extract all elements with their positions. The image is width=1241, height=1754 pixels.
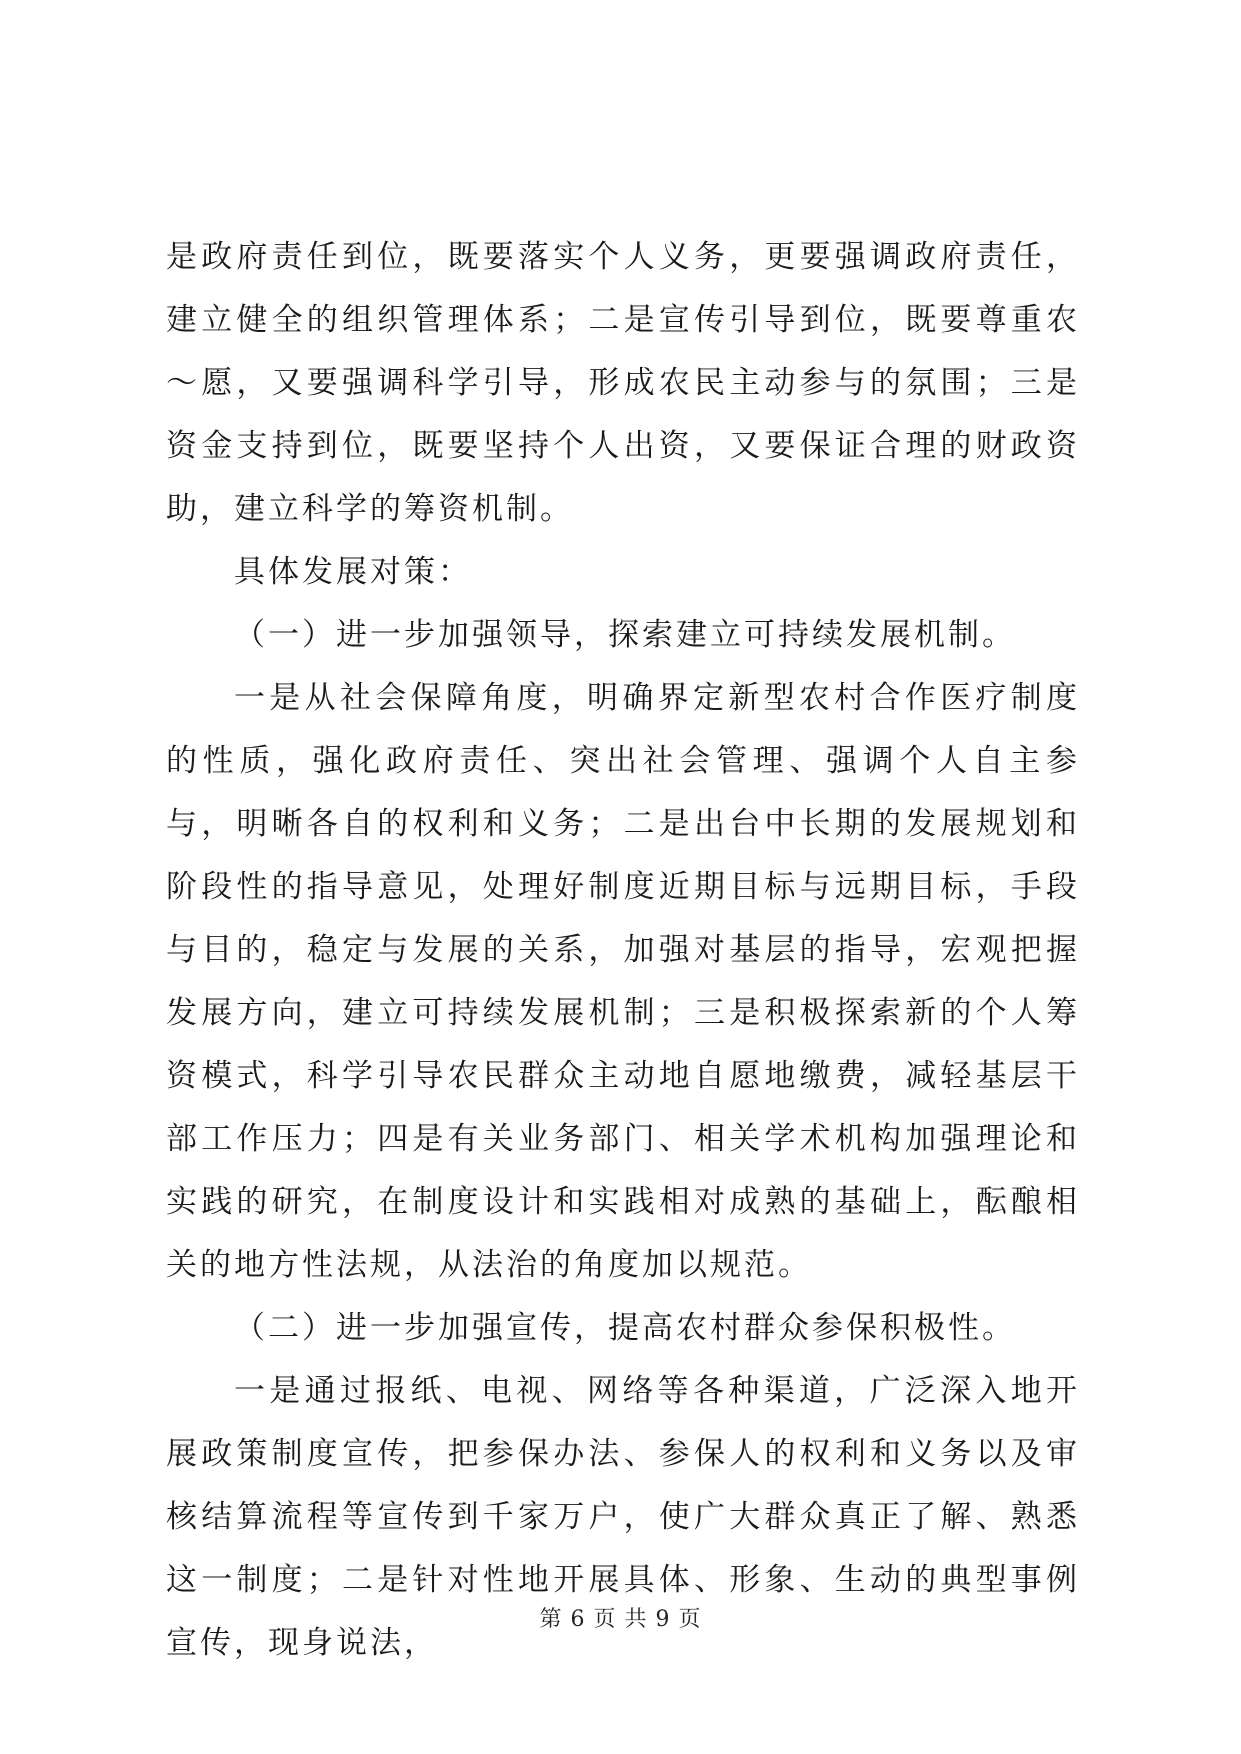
section-1-body: 一是从社会保障角度，明确界定新型农村合作医疗制度的性质，强化政府责任、突出社会管理、强调个人自主参与，明晰各自的权利和义务；二是出台中长期的发展规划和阶段性的指导意见，处理好制度近期目标与远期目标，手段与目的，稳定与发展的关系，加强对基层的指导，宏观把握发展方向，建立可持续发展机制；三是积极探索新的个人筹资模式，科学引导农民群众主动地自愿地缴费，减轻基层干部工作压力；四是有关业务部门、相关学术机构加强理论和实践的研究，在制度设计和实践相对成熟的基础上，酝酿相关的地方性法规，从法治的角度加以规范。: [166, 680, 1080, 1283]
document-body: [166, 226, 1080, 1675]
section-1-heading: （一）进一步加强领导，探索建立可持续发展机制。: [234, 617, 1016, 653]
paragraph-countermeasures-heading: 具体发展对策：: [234, 554, 472, 590]
page-number-footer: 第 6 页 共 9 页: [539, 1607, 702, 1632]
section-2-body: 一是通过报纸、电视、网络等各种渠道，广泛深入地开展政策制度宣传，把参保办法、参保人的权利和义务以及审核结算流程等宣传到千家万户，使广大群众真正了解、熟悉这一制度；二是针对性地开展具体、形象、生动的典型事例宣传，现身说法，: [166, 1373, 1080, 1661]
section-2-heading: （二）进一步加强宣传，提高农村群众参保积极性。: [234, 1310, 1016, 1346]
paragraph-continuation: 是政府责任到位，既要落实个人义务，更要强调政府责任，建立健全的组织管理体系；二是宣传引导到位，既要尊重农～愿，又要强调科学引导，形成农民主动参与的氛围；三是资金支持到位，既要坚持个人出资，又要保证合理的财政资助，建立科学的筹资机制。: [166, 239, 1080, 527]
